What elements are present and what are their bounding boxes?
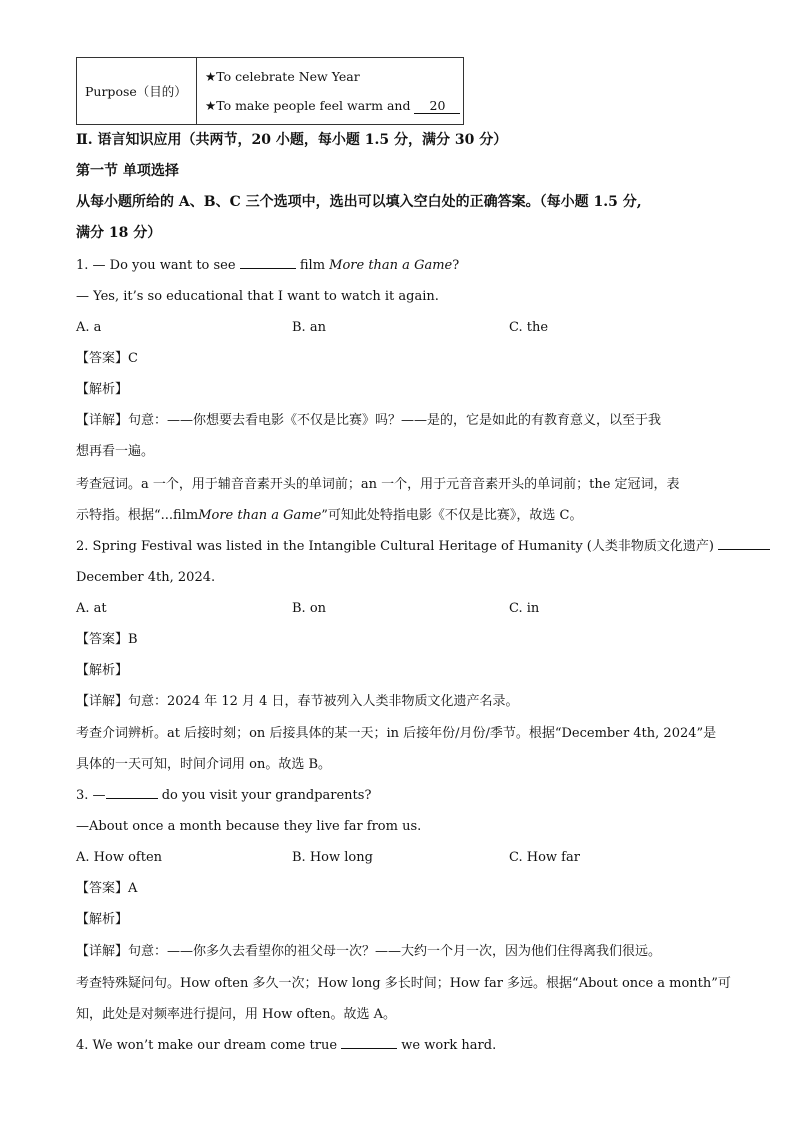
q1-detail-title: More than a Game [198, 508, 322, 523]
q3-analysis-tag: 【解析】 [76, 912, 129, 927]
purpose-row-2-text: ★To make people feel warm and [205, 98, 411, 113]
q1-detail-1: 【详解】句意：——你想要去看电影《不仅是比赛》吗？——是的，它是如此的有教育意义，以至于我 [76, 413, 662, 428]
q3-stem [76, 787, 371, 805]
purpose-row-2 [205, 98, 460, 114]
q1-blank [240, 268, 296, 269]
q3-option-a: A. How often [76, 850, 163, 865]
purpose-table [76, 57, 464, 125]
q2-option-a: A. at [76, 601, 107, 616]
q1-detail-4a: 示特指。根据“...film [76, 508, 199, 523]
blank-20: 20 [414, 99, 460, 114]
purpose-label: Purpose（目的） [85, 84, 187, 99]
q1-stem [76, 257, 459, 275]
q3-blank [106, 798, 158, 799]
q3-detail-3: 知，此处是对频率进行提问，用 How often。故选 A。 [76, 1007, 397, 1022]
q4-stem-b: we work hard. [401, 1038, 497, 1053]
q1-stem-a: 1. — Do you want to see [76, 258, 236, 273]
q1-detail-3: 考查冠词。a 一个，用于辅音音素开头的单词前；an 一个，用于元音音素开头的单词前；the 定冠词，表 [76, 477, 680, 492]
q2-answer-value: B [128, 632, 138, 647]
q2-detail-2: 考查介词辨析。at 后接时刻；on 后接具体的某一天；in 后接年份/月份/季节。根据“December 4th, 2024”是 [76, 726, 717, 741]
q3-stem-a: 3. — [76, 788, 106, 803]
section-heading: Ⅱ. 语言知识应用（共两节，20 小题，每小题 1.5 分，满分 30 分） [76, 132, 508, 148]
q3-option-c: C. How far [509, 850, 580, 865]
q1-detail-2: 想再看一遍。 [76, 444, 155, 459]
q4-blank [341, 1048, 397, 1049]
purpose-label-cell [77, 58, 197, 124]
q2-option-c: C. in [509, 601, 540, 616]
instruction-line-2: 满分 18 分） [76, 225, 162, 241]
q3-answer-value: A [128, 881, 138, 896]
q1-stem-c: ? [452, 258, 460, 273]
q1-option-a: A. a [76, 320, 102, 335]
part-title: 第一节 单项选择 [76, 163, 179, 179]
q1-analysis-tag: 【解析】 [76, 382, 129, 397]
q3-stem-b: do you visit your grandparents? [161, 788, 372, 803]
q3-option-b: B. How long [292, 850, 373, 865]
q1-answer [76, 350, 138, 368]
q1-answer-value: C [128, 351, 138, 366]
q2-detail-1: 【详解】句意：2024 年 12 月 4 日，春节被列入人类非物质文化遗产名录。 [76, 694, 519, 709]
q3-reply: —About once a month because they live far from us. [76, 819, 422, 834]
q4-stem [76, 1037, 496, 1055]
q1-detail-4 [76, 507, 583, 525]
q1-option-c: C. the [509, 320, 549, 335]
q2-detail-3: 具体的一天可知，时间介词用 on。故选 B。 [76, 757, 332, 772]
answer-tag: 【答案】 [76, 632, 129, 647]
q1-stem-b: film [299, 258, 326, 273]
q1-film-title: More than a Game [329, 258, 453, 273]
q2-option-b: B. on [292, 601, 327, 616]
instruction-line-1: 从每小题所给的 A、B、C 三个选项中，选出可以填入空白处的正确答案。（每小题 1.5 分, [76, 194, 642, 210]
answer-tag: 【答案】 [76, 351, 129, 366]
q1-option-b: B. an [292, 320, 326, 335]
answer-tag: 【答案】 [76, 881, 129, 896]
q2-answer [76, 631, 138, 649]
q4-stem-a: 4. We won’t make our dream come true [76, 1038, 338, 1053]
q2-blank [718, 549, 770, 550]
q1-reply: — Yes, it’s so educational that I want to watch it again. [76, 289, 439, 304]
q2-stem-text: 2. Spring Festival was listed in the Intangible Cultural Heritage of Humanity (人类非物质文化遗产) [76, 539, 714, 554]
q3-detail-1: 【详解】句意：——你多久去看望你的祖父母一次？——大约一个月一次，因为他们住得离我们很远。 [76, 944, 662, 959]
purpose-row-1: ★To celebrate New Year [205, 69, 360, 84]
q3-answer [76, 880, 137, 898]
q2-stem-2: December 4th, 2024. [76, 570, 216, 585]
q2-stem-1 [76, 538, 770, 556]
q2-analysis-tag: 【解析】 [76, 663, 129, 678]
q1-detail-4b: ”可知此处特指电影《不仅是比赛》，故选 C。 [321, 508, 583, 523]
q3-detail-2: 考查特殊疑问句。How often 多久一次；How long 多长时间；How far 多远。根据“About once a month”可 [76, 976, 731, 991]
